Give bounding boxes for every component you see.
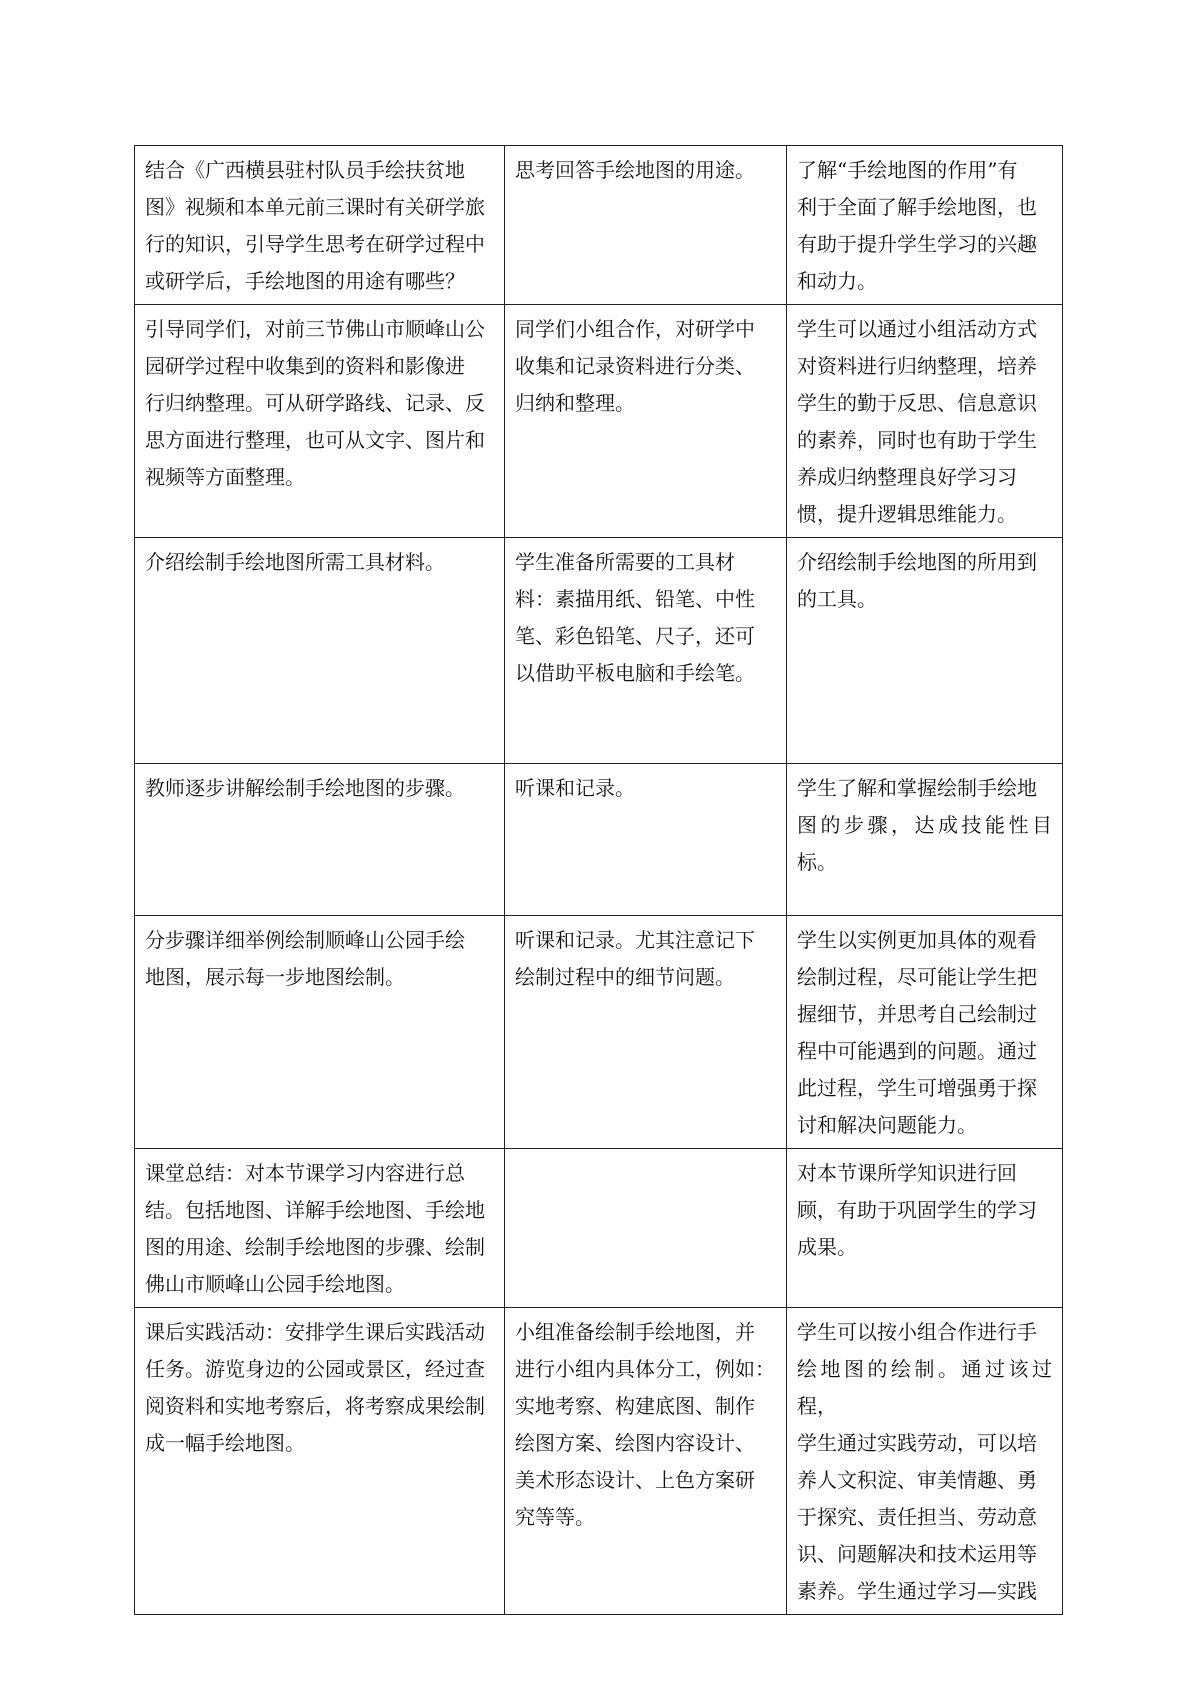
teacher-activity-text: 课堂总结：对本节课学习内容进行总 结。包括地图、详解手绘地图、手绘地 图的用途、绘制手绘地图的步骤、绘制 佛山市顺峰山公园手绘地图。 (145, 1161, 485, 1296)
design-purpose-cell (787, 146, 1063, 305)
design-purpose-cell (787, 305, 1063, 538)
student-activity-cell (505, 764, 787, 916)
table-row (135, 916, 1063, 1149)
design-purpose-text: 学生了解和掌握绘制手绘地 图的步骤，达成技能性目标。 (797, 776, 1052, 874)
teacher-activity-cell (135, 1308, 505, 1615)
student-activity-text: 听课和记录。尤其注意记下 绘制过程中的细节问题。 (515, 928, 755, 989)
student-activity-text: 同学们小组合作，对研学中 收集和记录资料进行分类、 归纳和整理。 (515, 317, 755, 415)
student-activity-text: 听课和记录。 (515, 776, 635, 800)
student-activity-text: 学生准备所需要的工具材 料：素描用纸、铅笔、中性 笔、彩色铅笔、尺子，还可 以借助平板电脑和手绘笔。 (515, 550, 755, 685)
teacher-activity-cell (135, 764, 505, 916)
teacher-activity-cell (135, 916, 505, 1149)
table-row (135, 1308, 1063, 1615)
teacher-activity-text: 结合《广西横县驻村队员手绘扶贫地 图》视频和本单元前三课时有关研学旅 行的知识，引导学生思考在研学过程中 或研学后，手绘地图的用途有哪些？ (145, 158, 485, 293)
design-purpose-text: 学生可以通过小组活动方式 对资料进行归纳整理，培养 学生的勤于反思、信息意识 的素养，同时也有助于学生 养成归纳整理良好学习习 惯，提升逻辑思维能力。 (797, 317, 1037, 526)
teacher-activity-text: 课后实践活动：安排学生课后实践活动 任务。游览身边的公园或景区，经过查 阅资料和实地考察后，将考察成果绘制 成一幅手绘地图。 (145, 1320, 485, 1455)
table-row (135, 146, 1063, 305)
teacher-activity-cell (135, 1149, 505, 1308)
teacher-activity-text: 分步骤详细举例绘制顺峰山公园手绘 地图，展示每一步地图绘制。 (145, 928, 465, 989)
design-purpose-text: 对本节课所学知识进行回 顾，有助于巩固学生的学习 成果。 (797, 1161, 1037, 1259)
student-activity-cell (505, 538, 787, 764)
student-activity-cell (505, 916, 787, 1149)
design-purpose-text: 了解“手绘地图的作用”有 利于全面了解手绘地图，也 有助于提升学生学习的兴趣 和动力。 (797, 158, 1037, 293)
design-purpose-text: 介绍绘制手绘地图的所用到 的工具。 (797, 550, 1037, 611)
teacher-activity-cell (135, 305, 505, 538)
student-activity-cell (505, 1149, 787, 1308)
teacher-activity-text: 介绍绘制手绘地图所需工具材料。 (145, 550, 445, 574)
design-purpose-text: 学生可以按小组合作进行手 绘地图的绘制。通过该过程， 学生通过实践劳动，可以培 养人文积淀、审美情趣、勇 于探究、责任担当、劳动意 识、问题解决和技术运用等 素养。学生通过学习—实践 (797, 1320, 1052, 1603)
design-purpose-cell (787, 1149, 1063, 1308)
student-activity-text: 思考回答手绘地图的用途。 (515, 158, 755, 182)
teacher-activity-text: 教师逐步讲解绘制手绘地图的步骤。 (145, 776, 465, 800)
design-purpose-cell (787, 538, 1063, 764)
design-purpose-cell (787, 916, 1063, 1149)
table-row (135, 305, 1063, 538)
lesson-plan-table (134, 145, 1063, 1615)
student-activity-cell (505, 146, 787, 305)
student-activity-cell (505, 305, 787, 538)
student-activity-cell (505, 1308, 787, 1615)
design-purpose-cell (787, 764, 1063, 916)
design-purpose-cell (787, 1308, 1063, 1615)
table-row (135, 764, 1063, 916)
design-purpose-text: 学生以实例更加具体的观看 绘制过程，尽可能让学生把 握细节，并思考自己绘制过 程中可能遇到的问题。通过 此过程，学生可增强勇于探 讨和解决问题能力。 (797, 928, 1037, 1137)
table-row (135, 538, 1063, 764)
teacher-activity-cell (135, 538, 505, 764)
teacher-activity-cell (135, 146, 505, 305)
student-activity-text: 小组准备绘制手绘地图，并 进行小组内具体分工，例如： 实地考察、构建底图、制作 绘图方案、绘图内容设计、 美术形态设计、上色方案研 究等等。 (515, 1320, 775, 1529)
table-row (135, 1149, 1063, 1308)
teacher-activity-text: 引导同学们，对前三节佛山市顺峰山公 园研学过程中收集到的资料和影像进 行归纳整理。可从研学路线、记录、反 思方面进行整理，也可从文字、图片和 视频等方面整理。 (145, 317, 485, 489)
